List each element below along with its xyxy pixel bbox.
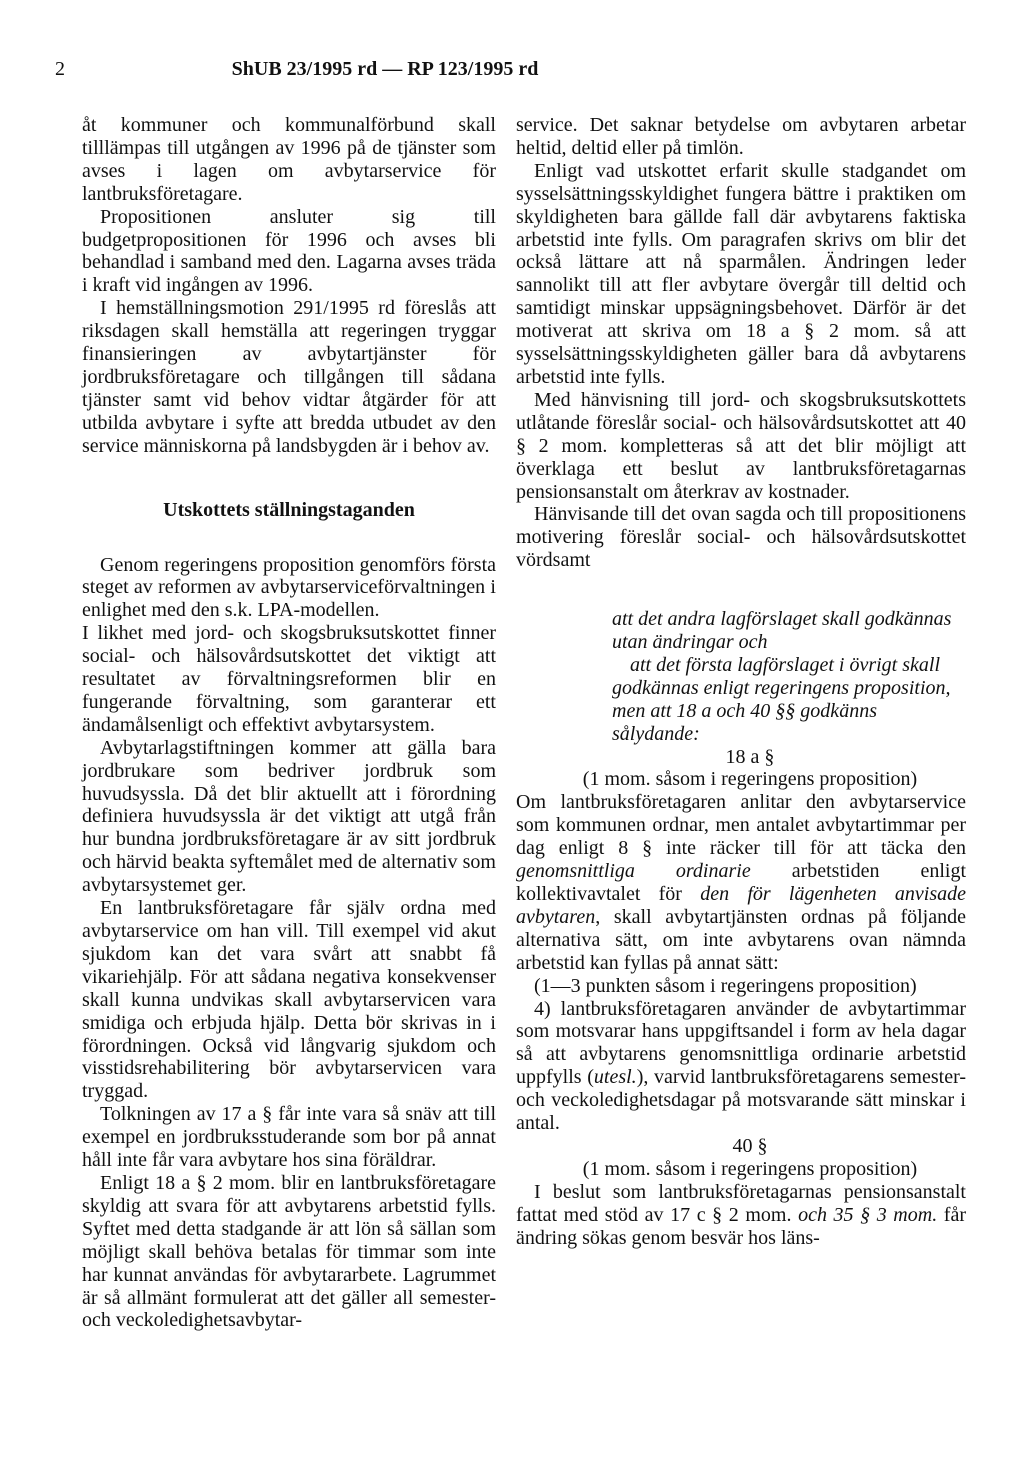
running-header: ShUB 23/1995 rd — RP 123/1995 rd (231, 58, 539, 80)
s18-p1-text-3: , skall avbytartjänsten ordnas på följande alternativa sätt, om inte avbytarens ovan nämnda arbetstid kan fyllas på annat sätt: (516, 905, 966, 974)
right-paragraph-1: service. Det saknar betydelse om avbytaren arbetar heltid, deltid eller på timlön. (516, 114, 966, 159)
left-paragraph-7: En lantbruksföretagare får själv ordna med avbytarservice om han vill. Till exempel vid akut sjukdom kan det vara svårt att snabbt få vikariehjälp. För att sådana negativa konsekvenser skall kunna undvikas skall avbytarservicen vara smidiga och erbjuda hjälp. Detta bör skrivas in i förordningen. Också vid långvarig sjukdom och visstidsrehabilitering bör avbytarservicen vara tryggad. (82, 897, 496, 1103)
proposal-block (612, 608, 966, 745)
section-40-paragraph-1 (516, 1181, 966, 1250)
right-paragraph-3: Med hänvisning till jord- och skogsbruksutskottets utlåtande föreslår social- och hälsovårdsutskottet att 40 § 2 mom. kompletteras så att det blir möjligt att överklaga ett beslut av lantbruksföretagarnas pensionsanstalt om återkrav av kostnader. (516, 388, 966, 503)
left-paragraph-3: I hemställningsmotion 291/1995 rd föreslås att riksdagen skall hemställa att regeringen tryggar finansieringen av avbytartjänster för jordbruksföretagare och tillgången till sådana tjänster samt vid behov vidtar åtgärder för att utbilda avbytare i syfte att bredda utbudet av den service människorna på landsbygden är i behov av. (82, 297, 496, 457)
section-heading: Utskottets ställningstaganden (163, 498, 415, 521)
right-column (516, 114, 966, 1250)
left-paragraph-4: Genom regeringens proposition genomförs första steget av reformen av avbytarserviceförvaltningen i enlighet med den s.k. LPA-modellen. (82, 553, 496, 622)
s18-p1-italic-2: den för lägenheten anvisade avbytaren (516, 883, 966, 928)
s18-p1-text-1: Om lantbruksföretagaren anlitar den avbytarservice som kommunen ordnar, men antalet avbytartimmar per dag enligt 8 § inte räcker till för att täcka den (516, 791, 966, 860)
left-column (82, 114, 496, 1332)
left-paragraph-2: Propositionen ansluter sig till budgetpropositionen för 1996 och avses bli behandlad i samband med den. Lagarna avses träda i kraft vid ingången av 1996. (82, 205, 496, 297)
section-18a-subtitle: (1 mom. såsom i regeringens proposition) (582, 768, 918, 791)
s18-p1-text-2: arbetstiden enligt kollektivavtalet för (516, 860, 966, 905)
s40-p1-text-2: får ändring sökas genom besvär hos läns- (516, 1203, 966, 1249)
proposal-1: att det andra lagförslaget skall godkännas utan ändringar och (612, 608, 952, 654)
section-40-number: 40 § (732, 1134, 768, 1157)
proposal-2: att det första lagförslaget i övrigt skall godkännas enligt regeringens proposition, men att 18 a och 40 §§ godkänns sålydande: (612, 653, 951, 745)
section-18a-paragraph-3 (516, 998, 966, 1135)
left-paragraph-5: I likhet med jord- och skogsbruksutskottet finner social- och hälsovårdsutskottet det viktigt att resultatet av förvaltningsreformen blir en fungerande förvaltning, som garanterar ett ändamålsenligt och effektivt avbytarsystem. (82, 622, 496, 736)
s40-p1-italic: och 35 § 3 mom. (798, 1203, 938, 1226)
left-paragraph-8: Tolkningen av 17 a § får inte vara så snäv att till exempel en jordbruksstuderande som bor på annat håll inte får vara avbytare hos sina föräldrar. (82, 1103, 496, 1172)
s18-p3-text-2: ), varvid lantbruksföretagarens semester- och veckoledighetsdagar på motsvarande sätt minskar i antal. (516, 1066, 966, 1135)
right-paragraph-2: Enligt vad utskottet erfarit skulle stadgandet om sysselsättningsskyldighet fungera bättre i praktiken om skyldigheten bara gällde fall där avbytarens faktiska arbetstid inte fylls. Om paragrafen skrivs om blir det också lättare att nå sparmålen. Ändringen leder sannolikt till att fler avbytare övergår till deltid och samtidigt minskar uppsägningsbehovet. Därför är det motiverat att skriva om 18 a § 2 mom. så att sysselsättningsskyldigheten gäller bara då avbytarens arbetstid inte fylls. (516, 159, 966, 388)
s40-p1-text-1: I beslut som lantbruksföretagarnas pensionsanstalt fattat med stöd av 17 c § 2 mom. (516, 1180, 966, 1226)
section-18a-number: 18 a § (725, 745, 775, 768)
section-40-subtitle: (1 mom. såsom i regeringens proposition) (582, 1157, 918, 1180)
section-18a-paragraph-2: (1—3 punkten såsom i regeringens proposition) (534, 974, 917, 997)
s18-p3-italic: utesl. (593, 1066, 637, 1089)
s18-p3-text-1: 4) lantbruksföretagaren använder de avbytartimmar som motsvarar hans uppgiftsandel i form av hela dagar så att avbytarens genomsnittliga ordinarie arbetstid uppfylls ( (516, 997, 966, 1089)
s18-p1-italic-1: genomsnittliga ordinarie (516, 860, 751, 883)
left-paragraph-1: åt kommuner och kommunalförbund skall tilllämpas till utgången av 1996 på de tjänster som avses i lagen om avbytarservice för lantbruksföretagare. (82, 114, 496, 205)
right-paragraph-4: Hänvisande till det ovan sagda och till propositionens motivering föreslår social- och hälsovårdsutskottet vördsamt (516, 503, 966, 572)
page-number: 2 (55, 58, 65, 80)
left-paragraph-6: Avbytarlagstiftningen kommer att gälla bara jordbrukare som bedriver jordbruk som huvudsyssla. Då det blir aktuellt att i förordning definiera huvudsyssla är det viktigt att utgå från hur bundna jordbruksföretagare är av sitt jordbruk och härvid beakta syftemålet med de alternativ som avbytarsystemet ger. (82, 736, 496, 897)
left-paragraph-9: Enligt 18 a § 2 mom. blir en lantbruksföretagare skyldig att svara för att avbytarens arbetstid fylls. Syftet med detta stadgande är att lön så sällan som möjligt skall behöva betalas för timmar som inte har kunnat användas för avbytararbete. Lagrummet är så allmänt formulerat att det gäller all semester- och veckoledighetsavbytar- (82, 1171, 496, 1332)
section-18a-paragraph-1 (516, 791, 966, 974)
